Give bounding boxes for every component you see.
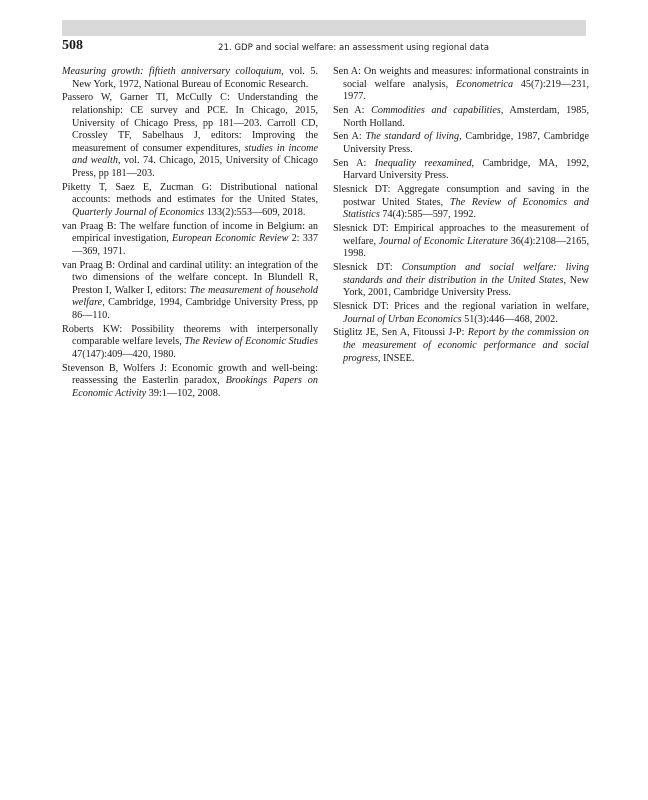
reference-text: , vol. 5. New York, 1972, National Bureau of Economic Research.	[72, 66, 318, 90]
reference-title-italic: Inequality reexamined	[374, 157, 472, 169]
reference-entry	[62, 66, 318, 91]
reference-text: Piketty T, Saez E, Zucman G: Distributional national accounts: methods and estimates for the United States,	[62, 181, 318, 206]
reference-title-italic: studies in income and wealth	[72, 142, 318, 167]
reference-text: 51(3):446—468, 2002.	[461, 313, 558, 325]
reference-title-italic: The measurement of household welfare	[72, 284, 318, 309]
reference-entry	[333, 66, 589, 104]
reference-title-italic: The standard of living	[365, 131, 460, 143]
reference-text: 39:1—102, 2008.	[146, 387, 221, 399]
reference-title-italic: Commodities and capabilities	[371, 104, 501, 116]
reference-text: Sen A: On weights and measures: informational constraints in social welfare analysis,	[333, 66, 589, 90]
reference-text: , New York, 2001, Cambridge University Press.	[343, 274, 589, 299]
reference-text: , vol. 74. Chicago, 2015, University of Chicago Press, pp 181—203.	[72, 155, 318, 179]
reference-title-italic: Journal of Urban Economics	[343, 313, 462, 325]
reference-text: 36(4):2108—2165, 1998.	[343, 235, 589, 260]
reference-text: Sen A:	[333, 157, 375, 169]
reference-text: 133(2):553—609, 2018.	[204, 206, 306, 218]
reference-title-italic: The Review of Economics and Statistics	[343, 196, 589, 221]
reference-text: Sen A:	[333, 104, 372, 116]
reference-title-italic: Econometrica	[455, 78, 514, 90]
reference-entry	[333, 131, 589, 156]
references-right-column	[333, 66, 589, 366]
reference-text: 47(147):409—420, 1980.	[72, 349, 176, 360]
reference-entry	[62, 221, 318, 259]
reference-entry	[62, 92, 318, 180]
running-head: 21. GDP and social welfare: an assessment using regional data	[218, 43, 489, 53]
reference-title-italic: Report by the commission on the measurement of economic performance and social progress	[343, 327, 589, 364]
reference-text: 74(4):585—597, 1992.	[379, 209, 477, 221]
reference-text: Slesnick DT: Prices and the regional variation in welfare,	[333, 301, 589, 312]
reference-text: Roberts KW: Possibility theorems with interpersonally comparable welfare levels,	[62, 323, 318, 348]
reference-entry	[62, 324, 318, 362]
reference-text: 2: 337—369, 1971.	[72, 233, 318, 257]
reference-title-italic: Consumption and social welfare: living standards and their distribution in the United States	[343, 262, 589, 286]
reference-text: Passero W, Garner TI, McCully C: Understanding the relationship: CE survey and PCE. In Chicago, 2015, University of Chicago Press, pp 181—203. Carroll CD, Crossley TF, Sabelhaus J, editors: Improving the measurement of consumer expenditures,	[62, 92, 318, 154]
header-bar	[62, 20, 586, 36]
reference-entry	[333, 223, 589, 261]
references-left-column	[62, 66, 318, 402]
reference-entry	[62, 182, 318, 220]
reference-text: , Cambridge, 1994, Cambridge University Press, pp 86—110.	[72, 297, 318, 322]
reference-text: , INSEE.	[377, 352, 415, 364]
reference-text: Stiglitz JE, Sen A, Fitoussi J-P:	[333, 327, 468, 339]
reference-text: Slesnick DT: Aggregate consumption and saving in the postwar United States,	[333, 184, 589, 208]
reference-text: van Praag B: The welfare function of income in Belgium: an empirical investigation,	[62, 220, 318, 245]
reference-text: 45(7):219—231, 1977.	[343, 78, 589, 103]
reference-text: , Amsterdam, 1985, North Holland.	[343, 104, 589, 129]
reference-entry	[333, 184, 589, 222]
reference-title-italic: Quarterly Journal of Economics	[72, 206, 205, 218]
reference-entry	[333, 301, 589, 326]
reference-text: , Cambridge, 1987, Cambridge University Press.	[343, 131, 589, 155]
reference-text: , Cambridge, MA, 1992, Harvard University Press.	[343, 157, 589, 182]
reference-title-italic: European Economic Review	[172, 233, 289, 245]
reference-title-italic: Measuring growth: fiftieth anniversary colloquium	[62, 66, 282, 77]
reference-entry	[333, 158, 589, 183]
reference-text: Sen A:	[333, 131, 366, 143]
reference-title-italic: Journal of Economic Literature	[378, 235, 508, 247]
reference-text: Slesnick DT:	[333, 262, 402, 274]
page-number: 508	[62, 38, 83, 53]
reference-title-italic: Brookings Papers on Economic Activity	[72, 375, 318, 399]
reference-entry	[62, 260, 318, 323]
reference-entry	[333, 105, 589, 130]
reference-text: Stevenson B, Wolfers J: Economic growth and well-being: reassessing the Easterlin paradox,	[62, 362, 318, 387]
reference-entry	[333, 327, 589, 365]
reference-title-italic: The Review of Economic Studies	[184, 336, 318, 348]
reference-entry	[333, 262, 589, 300]
reference-entry	[62, 363, 318, 401]
reference-text: van Praag B: Ordinal and cardinal utility: an integration of the two dimensions of the welfare concept. In Blundell R, Preston I, Walker I, editors:	[62, 259, 318, 296]
reference-text: Slesnick DT: Empirical approaches to the measurement of welfare,	[333, 223, 589, 247]
